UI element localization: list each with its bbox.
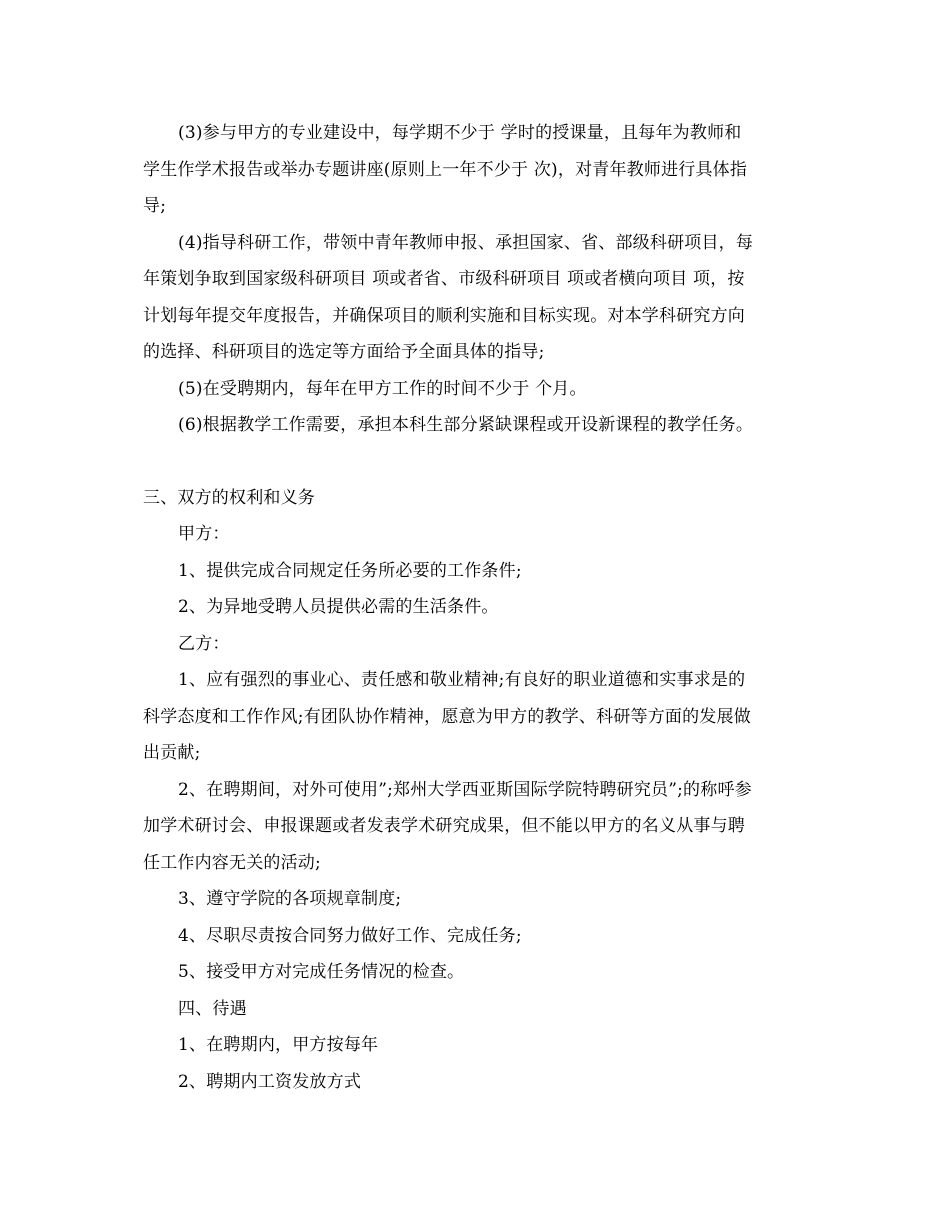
party-a-item: [143, 553, 808, 590]
text-line: 加学术研讨会、申报课题或者发表学术研究成果，但不能以甲方的名义从事与聘: [143, 816, 745, 836]
party-b-label: [143, 626, 808, 663]
party-a-label: [143, 516, 808, 553]
paragraph-duty-4: [143, 225, 808, 371]
heading-text: 三、双方的权利和义务: [143, 487, 315, 508]
text-line: (6)根据教学工作需要，承担本科生部分紧缺课程或开设新课程的教学任务。: [178, 415, 754, 435]
party-b-item: [143, 772, 808, 882]
text-line: 任工作内容无关的活动;: [143, 852, 321, 873]
text-line: 导;: [143, 196, 167, 216]
paragraph-duty-5: [143, 371, 808, 408]
list-item: 1、提供完成合同规定任务所必要的工作条件;: [178, 560, 522, 581]
party-b-item: [143, 954, 808, 991]
text-line: 科学态度和工作作风;有团队协作精神，愿意为甲方的教学、科研等方面的发展做: [143, 706, 751, 727]
text-line: (4)指导科研工作，带领中青年教师申报、承担国家、省、部级科研项目，每: [178, 232, 754, 253]
text-line: 3、遵守学院的各项规章制度;: [178, 889, 402, 909]
section-heading-rights: [143, 480, 808, 517]
text-line: 5、接受甲方对完成任务情况的检查。: [178, 962, 465, 982]
party-b-item: [143, 881, 808, 918]
text-line: 2、在聘期间，对外可使用”;郑州大学西亚斯国际学院特聘研究员”;的称呼参: [178, 779, 752, 800]
label-text: 甲方：: [178, 524, 230, 544]
text-line: 1、应有强烈的事业心、责任感和敬业精神;有良好的职业道德和实事求是的: [178, 670, 746, 690]
list-item: 2、为异地受聘人员提供必需的生活条件。: [178, 597, 499, 617]
list-item: 1、在聘期内，甲方按每年: [178, 1035, 379, 1055]
text-line: 出贡献;: [143, 743, 201, 763]
party-b-item: [143, 918, 808, 955]
heading-text: 四、待遇: [178, 998, 247, 1019]
text-line: 的选择、科研项目的选定等方面给予全面具体的指导;: [143, 342, 545, 362]
section-heading-benefits: [143, 991, 808, 1028]
text-line: 学生作学术报告或举办专题讲座(原则上一年不少于 次)，对青年教师进行具体指: [143, 159, 748, 180]
text-line: 年策划争取到国家级科研项目 项或者省、市级科研项目 项或者横向项目 项，按: [143, 269, 745, 289]
text-line: (5)在受聘期内，每年在甲方工作的时间不少于 个月。: [178, 378, 587, 399]
benefits-item: [143, 1027, 808, 1064]
party-b-item: [143, 662, 808, 772]
list-item: 2、聘期内工资发放方式: [178, 1071, 362, 1092]
benefits-item: [143, 1064, 808, 1101]
text-line: 4、尽职尽责按合同努力做好工作、完成任务;: [178, 925, 522, 946]
paragraph-duty-6: [143, 407, 808, 444]
label-text: 乙方：: [178, 633, 230, 654]
text-line: (3)参与甲方的专业建设中，每学期不少于 学时的授课量，且每年为教师和: [178, 123, 742, 143]
document-body: [143, 115, 808, 1100]
party-a-item: [143, 589, 808, 626]
paragraph-duty-3: [143, 115, 808, 225]
text-line: 计划每年提交年度报告，并确保项目的顺利实施和目标实现。对本学科研究方向: [143, 305, 745, 326]
